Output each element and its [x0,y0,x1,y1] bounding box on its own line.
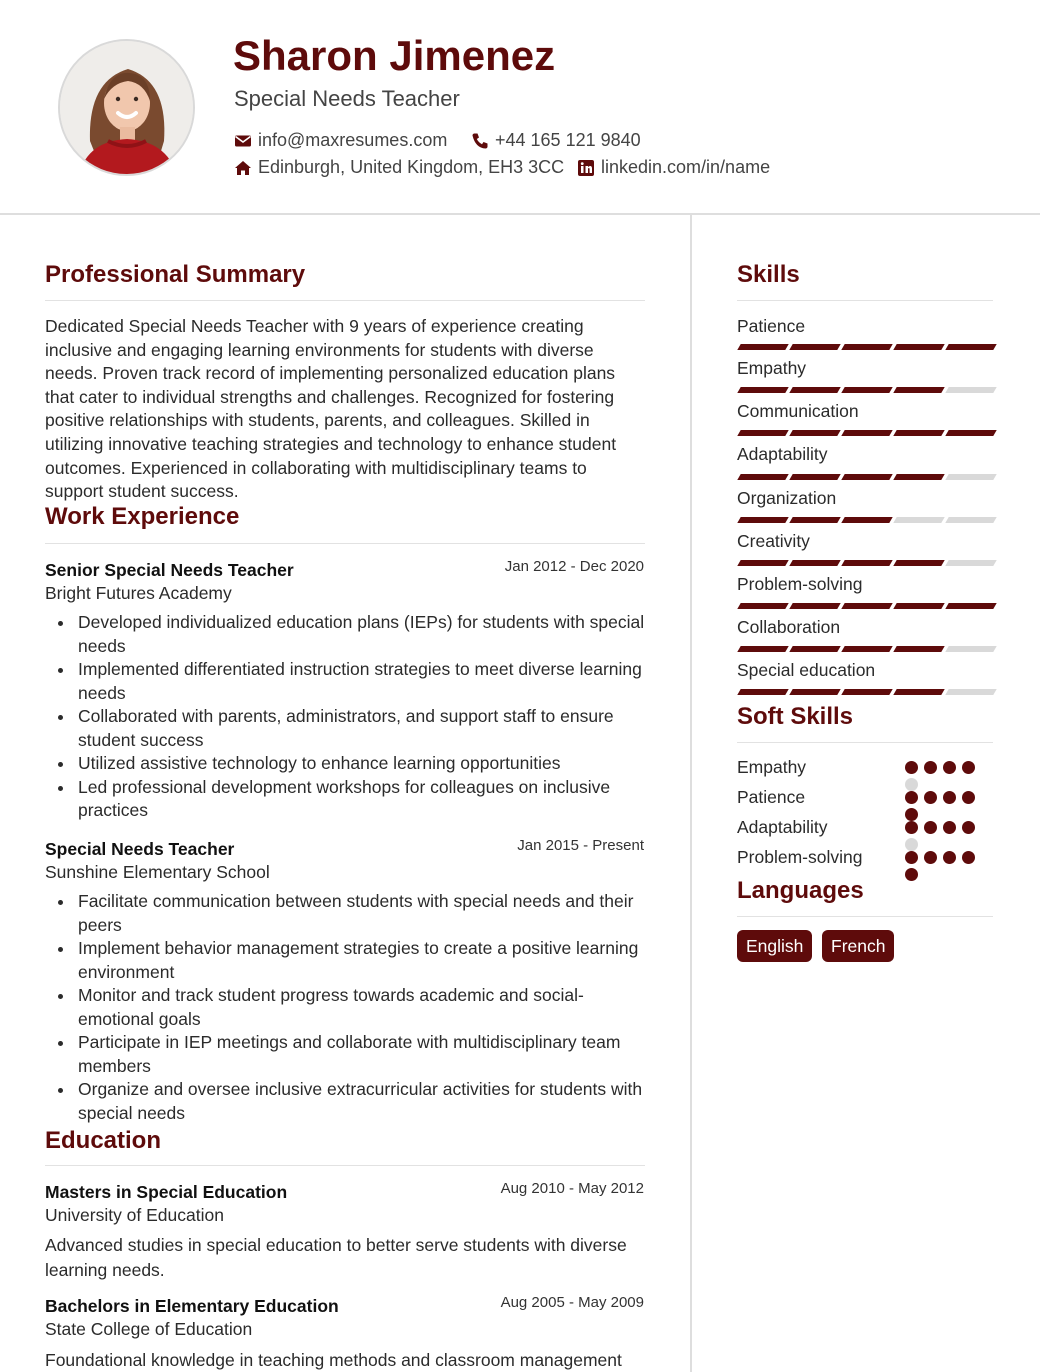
skill-level-segment [945,689,996,695]
skill-level-segment [737,344,788,350]
skill-name: Collaboration [737,617,841,637]
language-badge: English [737,930,812,962]
summary-rule [45,300,645,301]
skill-level-segment [893,560,944,566]
skill-level-segment [789,344,840,350]
skill-level-segment [841,646,892,652]
job-bullet: Developed individualized education plans (IEPs) for students with special needs [45,611,645,658]
job-bullet: Utilized assistive technology to enhance learning opportunities [45,752,645,776]
email-contact[interactable] [234,130,447,151]
skill-level-segment [945,646,996,652]
degree-description: Advanced studies in special education to better serve students with diverse learning needs. [45,1235,627,1280]
soft-skill-rating [905,761,985,774]
skill-level-segment [841,474,892,480]
experience-heading: Work Experience [45,503,240,530]
job-bullet: Organize and oversee inclusive extracurricular activities for students with special needs [45,1078,645,1125]
soft-skill-dot [924,761,937,774]
skill-name: Empathy [737,358,807,378]
profile-photo-illustration [60,41,195,176]
school-name: State College of Education [45,1319,253,1339]
skill-level-segment [737,560,788,566]
soft-skill-dot [943,821,956,834]
skill-level-segment [737,430,788,436]
experience-rule [45,543,645,544]
skill-level-segment [841,689,892,695]
skill-level-segment [945,603,996,609]
skill-name: Patience [737,316,806,336]
skills-rule [737,300,993,301]
skill-level-segment [893,474,944,480]
candidate-name: Sharon Jimenez [233,32,556,79]
address-text: Edinburgh, United Kingdom, EH3 3CC [258,157,565,177]
skill-level-segment [841,517,892,523]
job-dates: Jan 2015 - Present [517,837,644,854]
job-bullet: Participate in IEP meetings and collaborate with multidisciplinary team members [45,1031,645,1078]
degree-title: Bachelors in Elementary Education [45,1296,339,1316]
skill-level-segment [737,387,788,393]
resume-header [0,0,1040,215]
skill-level-bar [737,430,993,436]
skill-level-bar [737,387,993,393]
skill-level-segment [841,430,892,436]
job-dates: Jan 2012 - Dec 2020 [504,558,644,575]
soft-skill-name: Patience [737,787,806,807]
education-heading: Education [45,1127,162,1154]
language-badge: French [822,930,894,962]
candidate-title: Special Needs Teacher [234,86,460,111]
skill-name: Special education [737,660,876,680]
skill-level-segment [893,387,944,393]
envelope-icon [234,132,252,150]
job-title: Special Needs Teacher [45,839,235,859]
skill-name: Adaptability [737,444,828,464]
skill-name: Problem-solving [737,574,863,594]
job-bullets [45,890,645,1125]
skill-level-segment [789,560,840,566]
languages-rule [737,916,993,917]
job-company: Sunshine Elementary School [45,862,270,882]
skill-name: Organization [737,488,837,508]
soft-skills-rule [737,742,993,743]
soft-skill-name: Empathy [737,757,807,777]
skill-level-segment [841,387,892,393]
linkedin-icon [577,159,595,177]
skill-level-segment [737,603,788,609]
linkedin-text: linkedin.com/in/name [601,157,771,177]
job-bullet: Implement behavior management strategies to create a positive learning environment [45,937,645,984]
soft-skill-name: Problem-solving [737,847,863,867]
skill-level-segment [893,689,944,695]
phone-text: +44 165 121 9840 [495,130,641,150]
degree-description: Foundational knowledge in teaching methods and classroom management [45,1350,622,1370]
home-icon [234,159,252,177]
phone-contact[interactable] [471,130,641,151]
linkedin-contact[interactable] [577,157,770,178]
skill-level-segment [789,689,840,695]
skill-level-segment [789,646,840,652]
soft-skills-heading: Soft Skills [737,703,854,730]
skill-level-segment [841,603,892,609]
soft-skill-dot [924,821,937,834]
soft-skill-dot [905,838,918,851]
job-bullet: Collaborated with parents, administrators, and support staff to ensure student success [45,705,645,752]
email-text: info@maxresumes.com [258,130,448,150]
skill-level-bar [737,560,993,566]
skill-level-segment [737,646,788,652]
skill-level-segment [789,517,840,523]
skill-level-segment [893,646,944,652]
skill-level-segment [945,387,996,393]
soft-skill-dot [905,791,918,804]
job-company: Bright Futures Academy [45,583,232,603]
soft-skill-rating [905,851,985,864]
education-rule [45,1165,645,1166]
skill-level-segment [841,560,892,566]
soft-skill-dot [905,808,918,821]
soft-skill-dot [924,791,937,804]
job-bullet: Implemented differentiated instruction strategies to meet diverse learning needs [45,658,645,705]
school-name: University of Education [45,1205,224,1225]
soft-skill-dot [962,821,975,834]
skill-level-segment [789,430,840,436]
skill-level-segment [945,474,996,480]
skill-level-segment [945,430,996,436]
soft-skill-rating [905,821,985,834]
skill-level-segment [945,560,996,566]
job-bullet: Monitor and track student progress towards academic and social-emotional goals [45,984,645,1031]
skill-level-segment [893,603,944,609]
soft-skill-dot [962,791,975,804]
skill-level-segment [737,474,788,480]
skill-level-segment [893,517,944,523]
skill-level-segment [737,517,788,523]
skill-level-segment [893,430,944,436]
soft-skill-dot [905,821,918,834]
soft-skill-dot [962,851,975,864]
skill-level-bar [737,344,993,350]
soft-skill-dot [905,761,918,774]
skill-name: Creativity [737,531,810,551]
soft-skill-rating [905,791,985,804]
skill-level-bar [737,474,993,480]
soft-skill-dot [924,851,937,864]
skill-level-segment [893,344,944,350]
degree-dates: Aug 2005 - May 2009 [500,1294,644,1311]
job-bullet: Led professional development workshops for colleagues on inclusive practices [45,776,645,823]
profile-photo [58,39,195,176]
skill-level-segment [789,474,840,480]
languages-heading: Languages [737,877,864,904]
skill-level-bar [737,517,993,523]
phone-icon [471,132,489,150]
address-contact [234,157,564,178]
skill-level-segment [737,689,788,695]
skill-level-segment [789,603,840,609]
skills-heading: Skills [737,261,800,288]
soft-skill-dot [943,791,956,804]
skill-level-bar [737,689,993,695]
skill-level-bar [737,603,993,609]
soft-skill-name: Adaptability [737,817,828,837]
skill-level-segment [945,517,996,523]
soft-skill-dot [905,851,918,864]
soft-skill-dot [943,761,956,774]
column-divider [690,215,692,1372]
degree-dates: Aug 2010 - May 2012 [500,1180,644,1197]
skill-level-segment [841,344,892,350]
skill-level-bar [737,646,993,652]
degree-title: Masters in Special Education [45,1182,288,1202]
soft-skill-dot [905,778,918,791]
job-bullet: Facilitate communication between students with special needs and their peers [45,890,645,937]
job-bullets [45,611,645,823]
skill-level-segment [789,387,840,393]
skill-level-segment [945,344,996,350]
summary-text: Dedicated Special Needs Teacher with 9 years of experience creating inclusive and engaging learning environments for students with diverse needs. Proven track record of implementing personalized education plans that cater to individual strengths and challenges. Recognized for fostering positive relationships with students, parents, and colleagues. Skilled in utilizing innovative teaching strategies and technology to enhance student outcomes. Experienced in collaborating with multidisciplinary teams to support student success. [45,316,617,502]
soft-skill-dot [943,851,956,864]
soft-skill-dot [905,868,918,881]
job-title: Senior Special Needs Teacher [45,560,294,580]
skill-name: Communication [737,401,859,421]
soft-skill-dot [962,761,975,774]
summary-heading: Professional Summary [45,261,306,288]
